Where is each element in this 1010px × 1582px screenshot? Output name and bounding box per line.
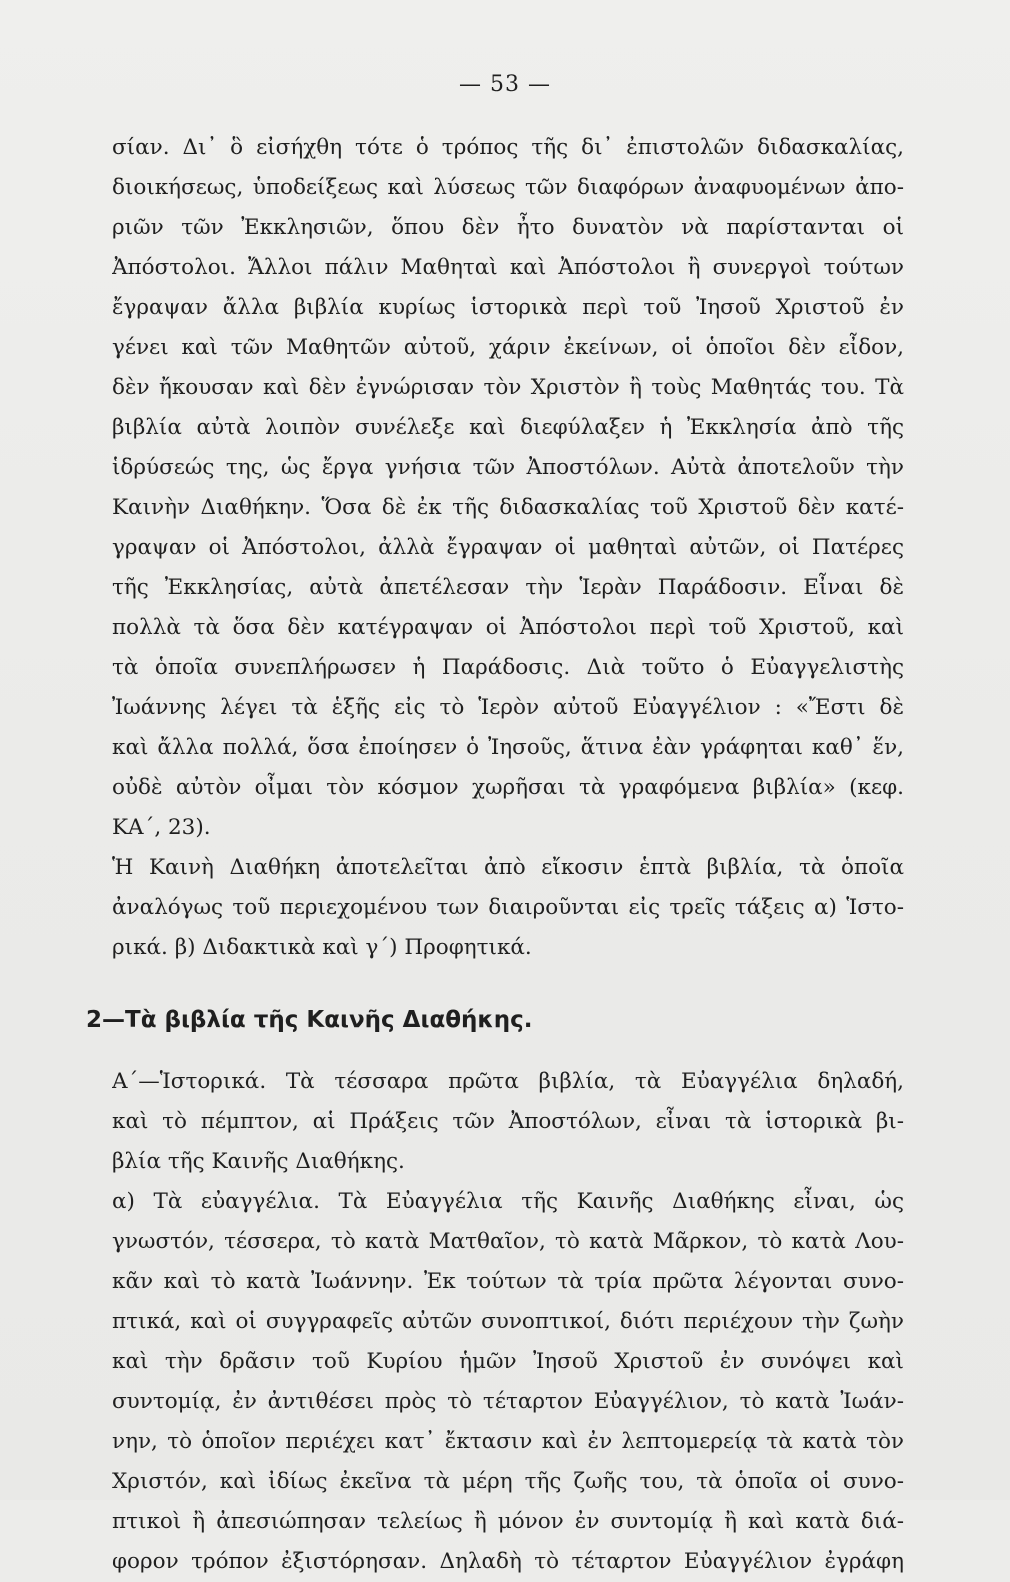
text-line: Ἰωάννης λέγει τὰ ἑξῆς εἰς τὸ Ἱερὸν αὐτοῦ Εὐαγγέλιον : «Ἔστι δὲ <box>112 695 904 720</box>
text-line: σίαν. Δι᾽ ὃ εἰσήχθη τότε ὁ τρόπος τῆς δι᾽ ἐπιστολῶν διδασκαλίας, <box>112 135 904 160</box>
text-line: πτικοὶ ἢ ἀπεσιώπησαν τελείως ἢ μόνον ἐν συντομίᾳ ἢ καὶ κατὰ διά- <box>112 1509 904 1534</box>
text-line: δὲν ἤκουσαν καὶ δὲν ἐγνώρισαν τὸν Χριστὸν ἢ τοὺς Μαθητάς του. Τὰ <box>112 375 904 400</box>
text-line: ΚΑ΄, 23). <box>112 815 211 840</box>
text-line: γραψαν οἱ Ἀπόστολοι, ἀλλὰ ἔγραψαν οἱ μαθηταὶ αὐτῶν, οἱ Πατέρες <box>112 535 904 560</box>
text-line: Ἀπόστολοι. Ἄλλοι πάλιν Μαθηταὶ καὶ Ἀπόστολοι ἢ συνεργοὶ τούτων <box>112 255 904 280</box>
text-line: βλία τῆς Καινῆς Διαθήκης. <box>112 1149 405 1174</box>
page-body <box>86 128 904 1582</box>
text-line: τῆς Ἐκκλησίας, αὐτὰ ἀπετέλεσαν τὴν Ἱερὰν Παράδοσιν. Εἶναι δὲ <box>112 575 904 600</box>
text-line: ριῶν τῶν Ἐκκλησιῶν, ὅπου δὲν ἦτο δυνατὸν νὰ παρίστανται οἱ <box>112 215 904 240</box>
text-line: συντομίᾳ, ἐν ἀντιθέσει πρὸς τὸ τέταρτον Εὐαγγέλιον, τὸ κατὰ Ἰωάν- <box>112 1389 904 1414</box>
section-heading: 2—Τὰ βιβλία τῆς Καινῆς Διαθήκης. <box>86 1007 533 1033</box>
text-line: Α΄—Ἱστορικά. Τὰ τέσσαρα πρῶτα βιβλία, τὰ Εὐαγγέλια δηλαδή, <box>112 1069 904 1094</box>
text-line: φορον τρόπον ἐξιστόρησαν. Δηλαδὴ τὸ τέταρτον Εὐαγγέλιον ἐγράφη <box>112 1549 904 1574</box>
page-number: — 53 — <box>459 72 551 97</box>
text-line: γένει καὶ τῶν Μαθητῶν αὐτοῦ, χάριν ἐκείνων, οἱ ὁποῖοι δὲν εἶδον, <box>112 335 904 360</box>
text-line: α) Τὰ εὐαγγέλια. Τὰ Εὐαγγέλια τῆς Καινῆς Διαθήκης εἶναι, ὡς <box>112 1189 904 1214</box>
text-line: τὰ ὁποῖα συνεπλήρωσεν ἡ Παράδοσις. Διὰ τοῦτο ὁ Εὐαγγελιστὴς <box>112 655 904 680</box>
text-line: καὶ τὴν δρᾶσιν τοῦ Κυρίου ἡμῶν Ἰησοῦ Χριστοῦ ἐν συνόψει καὶ <box>112 1349 904 1374</box>
text-line: γνωστόν, τέσσερα, τὸ κατὰ Ματθαῖον, τὸ κατὰ Μᾶρκον, τὸ κατὰ Λου- <box>112 1229 904 1254</box>
text-line: ρικά. β) Διδακτικὰ καὶ γ΄) Προφητικά. <box>112 935 532 960</box>
text-line: κᾶν καὶ τὸ κατὰ Ἰωάννην. Ἐκ τούτων τὰ τρία πρῶτα λέγονται συνο- <box>112 1269 904 1294</box>
text-line: πολλὰ τὰ ὅσα δὲν κατέγραψαν οἱ Ἀπόστολοι περὶ τοῦ Χριστοῦ, καὶ <box>112 615 904 640</box>
text-line: ἱδρύσεώς της, ὡς ἔργα γνήσια τῶν Ἀποστόλων. Αὐτὰ ἀποτελοῦν τὴν <box>112 455 904 480</box>
text-line: βιβλία αὐτὰ λοιπὸν συνέλεξε καὶ διεφύλαξεν ἡ Ἐκκλησία ἀπὸ τῆς <box>112 415 904 440</box>
text-line: διοικήσεως, ὑποδείξεως καὶ λύσεως τῶν διαφόρων ἀναφυομένων ἀπο- <box>112 175 904 200</box>
text-line: οὐδὲ αὐτὸν οἶμαι τὸν κόσμον χωρῆσαι τὰ γραφόμενα βιβλία» (κεφ. <box>112 775 904 800</box>
text-line: καὶ ἄλλα πολλά, ὅσα ἐποίησεν ὁ Ἰησοῦς, ἅτινα ἐὰν γράφηται καθ᾽ ἕν, <box>112 735 904 760</box>
text-line: ἔγραψαν ἄλλα βιβλία κυρίως ἱστορικὰ περὶ τοῦ Ἰησοῦ Χριστοῦ ἐν <box>112 295 904 320</box>
text-line: ἀναλόγως τοῦ περιεχομένου των διαιροῦνται εἰς τρεῖς τάξεις α) Ἱστο- <box>112 895 904 920</box>
text-line: νην, τὸ ὁποῖον περιέχει κατ᾽ ἔκτασιν καὶ ἐν λεπτομερείᾳ τὰ κατὰ τὸν <box>112 1429 904 1454</box>
text-line: πτικά, καὶ οἱ συγγραφεῖς αὐτῶν συνοπτικοί, διότι περιέχουν τὴν ζωὴν <box>112 1309 904 1334</box>
text-line: Χριστόν, καὶ ἰδίως ἐκεῖνα τὰ μέρη τῆς ζωῆς του, τὰ ὁποῖα οἱ συνο- <box>112 1469 904 1494</box>
text-line: Καινὴν Διαθήκην. Ὅσα δὲ ἐκ τῆς διδασκαλίας τοῦ Χριστοῦ δὲν κατέ- <box>112 495 904 520</box>
text-line: καὶ τὸ πέμπτον, αἱ Πράξεις τῶν Ἀποστόλων, εἶναι τὰ ἱστορικὰ βι- <box>112 1109 904 1134</box>
text-line: Ἡ Καινὴ Διαθήκη ἀποτελεῖται ἀπὸ εἴκοσιν ἑπτὰ βιβλία, τὰ ὁποῖα <box>112 855 904 880</box>
